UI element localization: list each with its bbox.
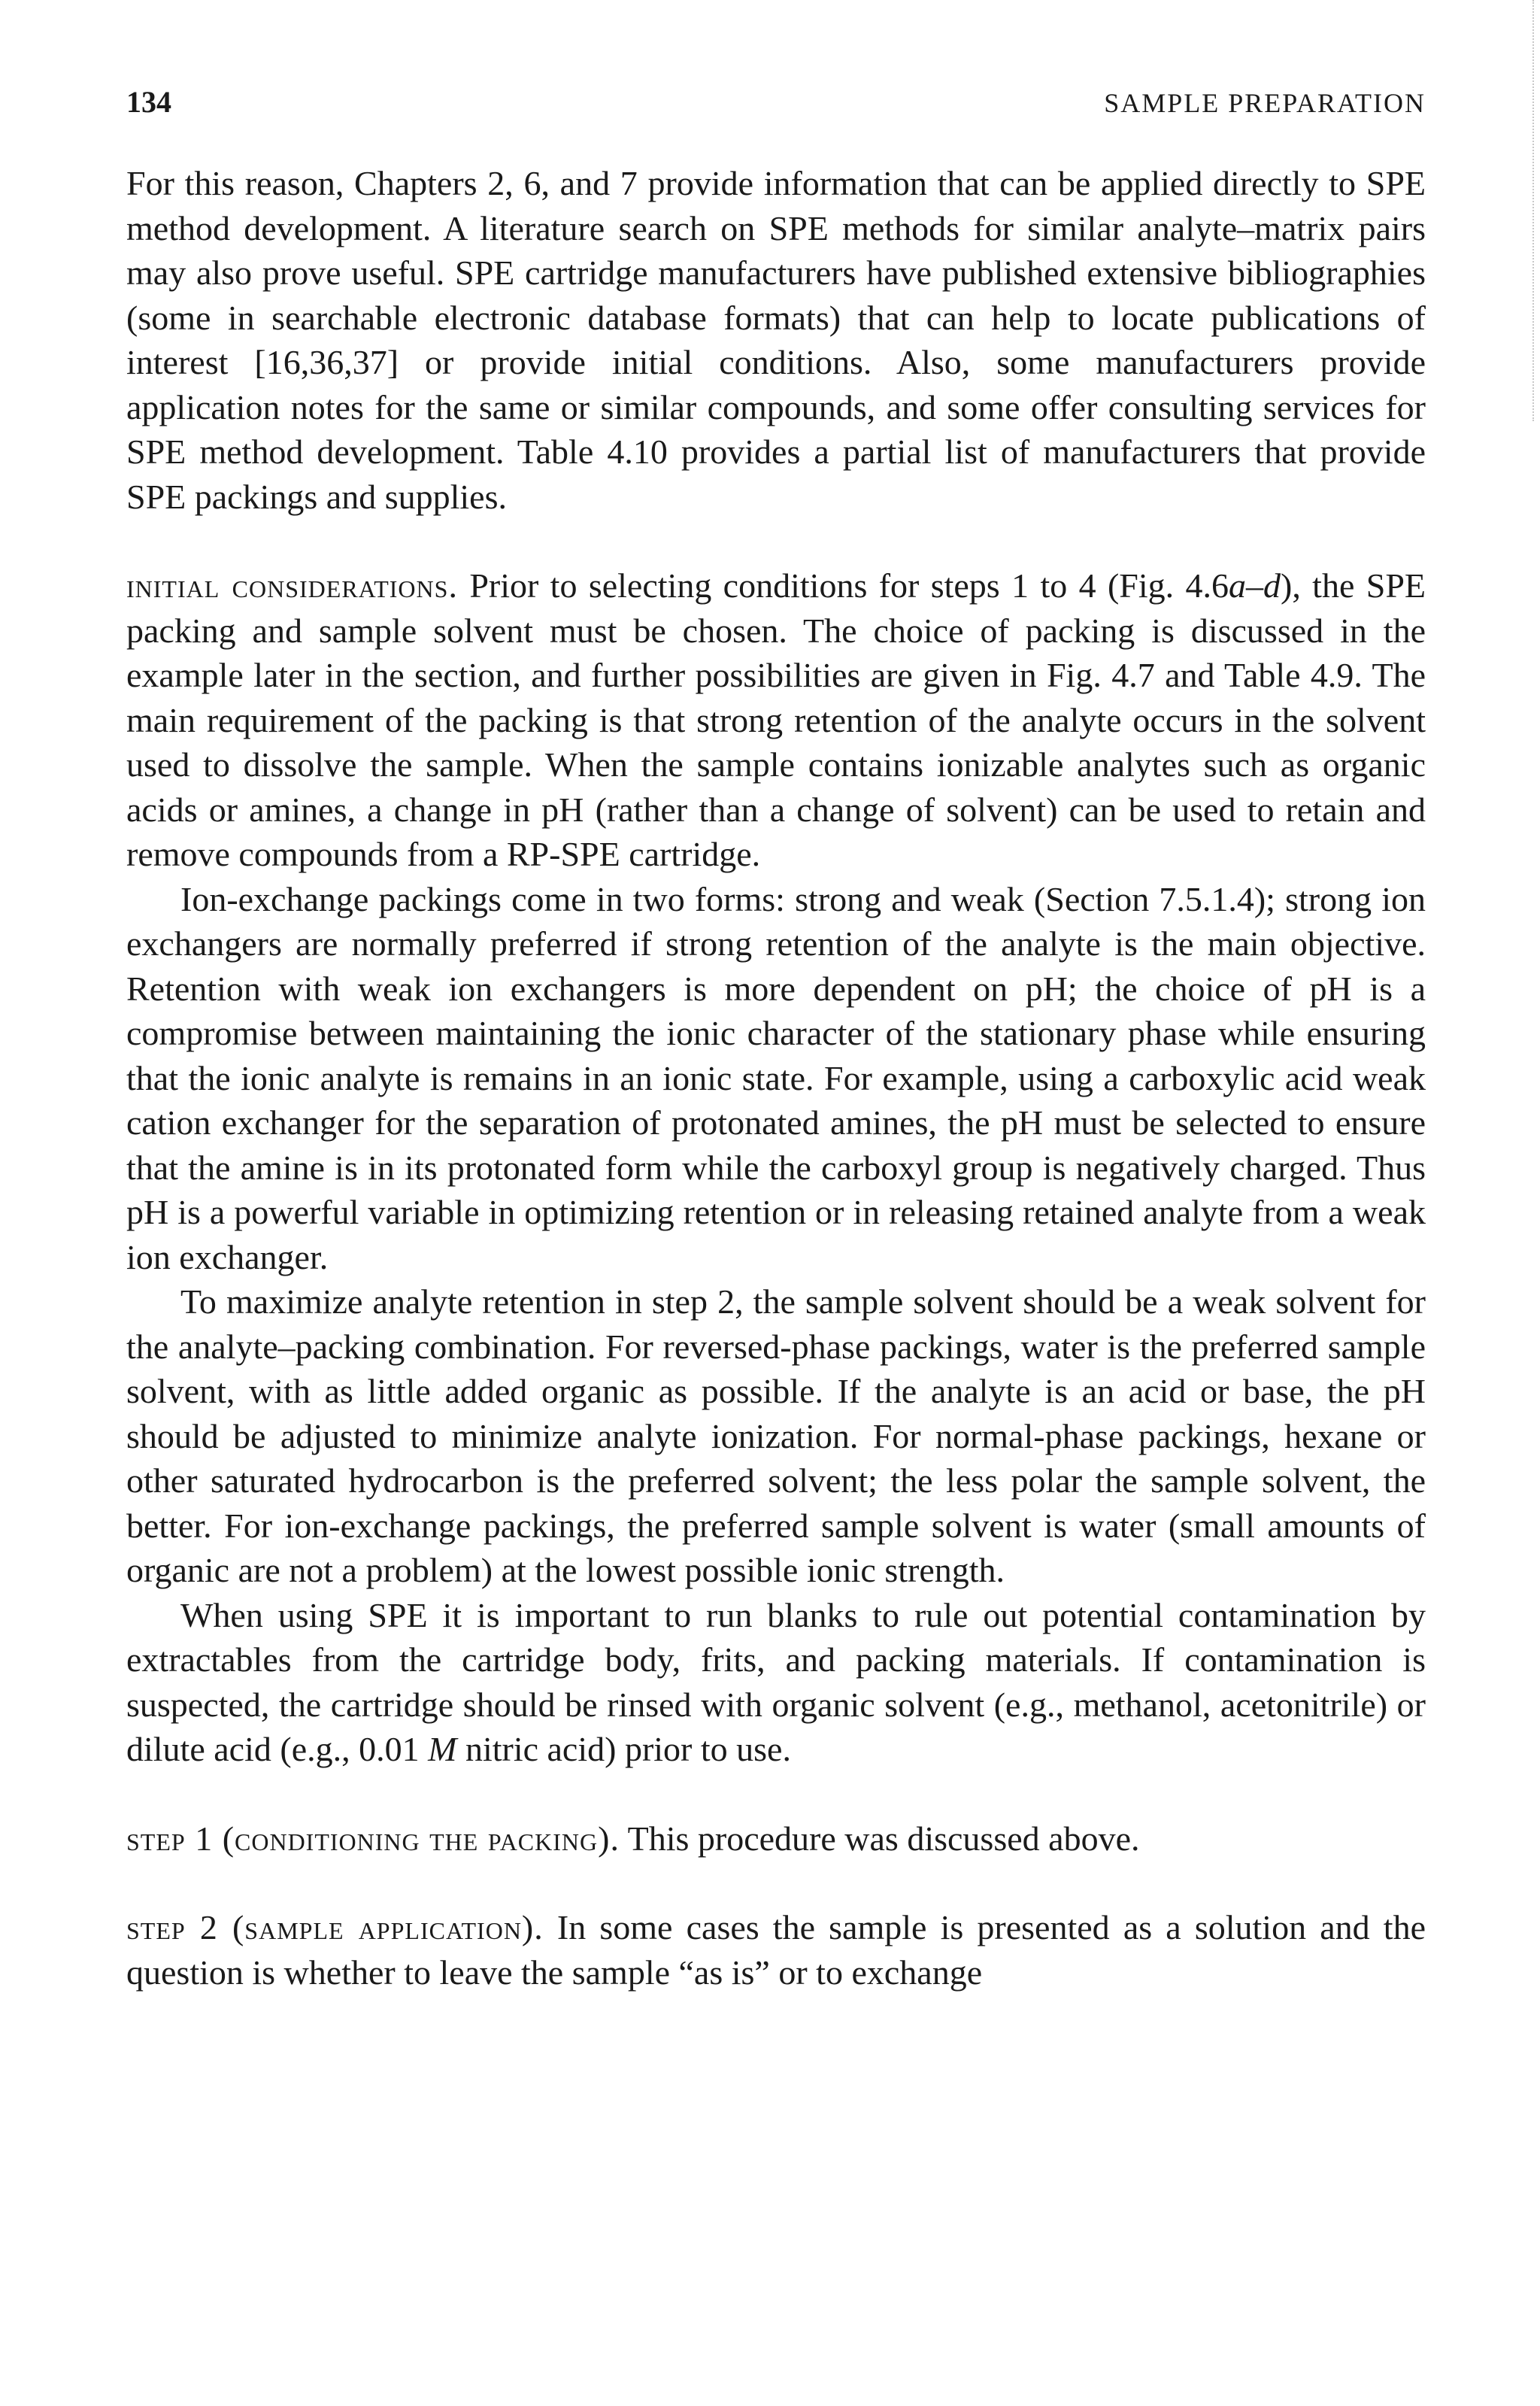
section-heading-step-2: step 2 (sample application).: [126, 1908, 544, 1946]
scan-edge-mark: [1532, 0, 1535, 421]
paragraph-text: This procedure was discussed above.: [619, 1819, 1140, 1858]
page-number: 134: [126, 85, 171, 119]
paragraph-text: ), the SPE packing and sample solvent must be chosen. The choice of packing is discussed in the example later in the section, and further possibilities are given in Fig. 4.7 and Table 4.9. The main requirement of the packing is that strong retention of the analyte occurs in the solvent used to dissolve the sample. When the sample contains ionizable analytes such as organic acids or amines, a change in pH (rather than a change of solvent) can be used to retain and remove compounds from a RP-SPE cartridge.: [126, 566, 1426, 873]
paragraph-text: When using SPE it is important to run blanks to rule out potential contamination by extractables from the cartridge body, frits, and packing materials. If contamination is suspected, the cartridge should be rinsed with organic solvent (e.g., methanol, acetonitrile) or dilute acid (e.g., 0.01: [126, 1595, 1426, 1768]
running-head: [126, 84, 1426, 129]
paragraph-text: Prior to selecting conditions for steps 1 to 4 (Fig. 4.6: [457, 566, 1229, 605]
running-title: SAMPLE PREPARATION: [1104, 88, 1426, 118]
paragraph-spe-resources: For this reason, Chapters 2, 6, and 7 provide information that can be applied directly to SPE method development. A literature search on SPE methods for similar analyte–matrix pairs may also prove useful. SPE cartridge manufacturers have published extensive bibliographies (some in searchable electronic database formats) that can help to locate publications of interest [16,36,37] or provide initial conditions. Also, some manufacturers provide application notes for the same or similar compounds, and some offer consulting services for SPE method development. Table 4.10 provides a partial list of manufacturers that provide SPE packings and supplies.: [126, 164, 1426, 516]
paragraph-initial-considerations: [126, 563, 1426, 877]
section-heading-initial-considerations: initial considerations.: [126, 566, 458, 605]
paragraph-text: In some cases the sample is presented as a solution and the question is whether to leave the sample “as is” or to exchange: [126, 1908, 1426, 1992]
paragraph-step-2: [126, 1905, 1426, 1995]
body-text: [126, 161, 1426, 1995]
paragraph-blanks: [126, 1593, 1426, 1772]
figure-part-label: a–d: [1229, 566, 1281, 605]
paragraph-step-1: [126, 1816, 1426, 1861]
book-page: [126, 84, 1426, 1995]
section-heading-step-1: step 1 (conditioning the packing).: [126, 1819, 620, 1858]
paragraph-sample-solvent: To maximize analyte retention in step 2, the sample solvent should be a weak solvent for the analyte–packing combination. For reversed-phase packings, water is the preferred sample solvent, with as little added organic as possible. If the analyte is an acid or base, the pH should be adjusted to minimize analyte ionization. For normal-phase packings, hexane or other saturated hydrocarbon is the preferred solvent; the less polar the sample solvent, the better. For ion-exchange packings, the preferred sample solvent is water (small amounts of organic are not a problem) at the lowest possible ionic strength.: [126, 1282, 1426, 1589]
paragraph-ion-exchange: Ion-exchange packings come in two forms: strong and weak (Section 7.5.1.4); strong ion exchangers are normally preferred if strong retention of the analyte is the main objective. Retention with weak ion exchangers is more dependent on pH; the choice of pH is a compromise between maintaining the ionic character of the stationary phase while ensuring that the ionic analyte is remains in an ionic state. For example, using a carboxylic acid weak cation exchanger for the separation of protonated amines, the pH must be selected to ensure that the amine is in its protonated form while the carboxyl group is negatively charged. Thus pH is a powerful variable in optimizing retention or in releasing retained analyte from a weak ion exchanger.: [126, 879, 1426, 1276]
paragraph-text: nitric acid) prior to use.: [456, 1730, 791, 1768]
molarity-unit: M: [428, 1730, 457, 1768]
